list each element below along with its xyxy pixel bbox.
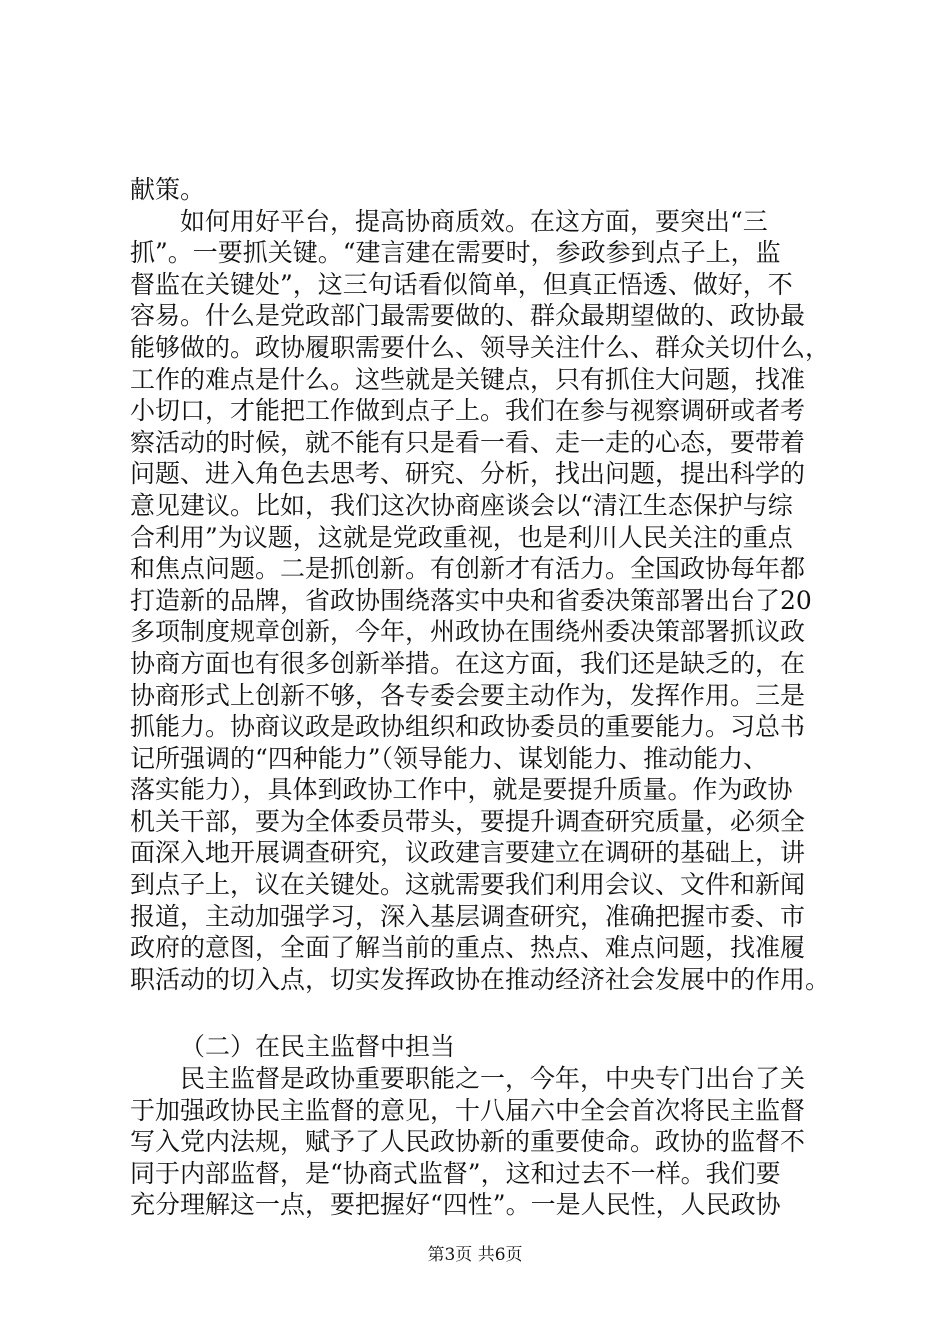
text-line: 记所强调的“四种能力”（领导能力、谋划能力、推动能力、 (130, 743, 769, 773)
text-line: 报道，主动加强学习，深入基层调查研究，准确把握市委、市 (130, 901, 806, 931)
text-line: 问题、进入角色去思考、研究、分析，找出问题，提出科学的 (130, 459, 806, 489)
paragraph-gap (130, 995, 830, 1031)
text-line: 民主监督是政协重要职能之一，今年，中央专门出台了关 (180, 1064, 806, 1094)
text-line: 面深入地开展调查研究，议政建言要建立在调研的基础上，讲 (130, 838, 806, 868)
text-line: 机关干部，要为全体委员带头，要提升调查研究质量，必须全 (130, 806, 806, 836)
text-line: 充分理解这一点，要把握好“四性”。一是人民性，人民政协 (130, 1190, 781, 1220)
text-line: 协商方面也有很多创新举措。在这方面，我们还是缺乏的，在 (130, 648, 806, 678)
text-line: 协商形式上创新不够，各专委会要主动作为，发挥作用。三是 (130, 680, 806, 710)
text-line: 和焦点问题。二是抓创新。有创新才有活力。全国政协每年都 (130, 554, 806, 584)
text-line: 如何用好平台，提高协商质效。在这方面，要突出“三 (180, 206, 768, 236)
text-line: 小切口，才能把工作做到点子上。我们在参与视察调研或者考 (130, 396, 806, 426)
text-line: 多项制度规章创新，今年，州政协在围绕州委决策部署抓议政 (130, 617, 806, 647)
text-line: 察活动的时候，就不能有只是看一看、走一走的心态，要带着 (130, 427, 806, 457)
text-line: 到点子上，议在关键处。这就需要我们利用会议、文件和新闻 (130, 870, 806, 900)
text-line: 政府的意图，全面了解当前的重点、热点、难点问题，找准履 (130, 933, 806, 963)
text-line: 能够做的。政协履职需要什么、领导关注什么、群众关切什么， (130, 332, 831, 362)
text-line: 写入党内法规，赋予了人民政协新的重要使命。政协的监督不 (130, 1127, 806, 1157)
text-line: 于加强政协民主监督的意见，十八届六中全会首次将民主监督 (130, 1095, 806, 1125)
text-line: 工作的难点是什么。这些就是关键点，只有抓住大问题，找准 (130, 364, 806, 394)
text-line: 献策。 (130, 175, 206, 204)
text-line: 意见建议。比如，我们这次协商座谈会以“清江生态保护与综 (130, 490, 793, 520)
text-line: 抓”。一要抓关键。“建言建在需要时，参政参到点子上，监 (130, 238, 781, 268)
text-line: 抓能力。协商议政是政协组织和政协委员的重要能力。习总书 (130, 712, 806, 742)
text-line: 同于内部监督，是“协商式监督”，这和过去不一样。我们要 (130, 1158, 781, 1188)
text-line: 打造新的品牌，省政协围绕落实中央和省委决策部署出台了20 (130, 585, 812, 615)
text-line: 职活动的切入点，切实发挥政协在推动经济社会发展中的作用。 (130, 964, 831, 994)
page-number: 第3页 共6页 (427, 1245, 523, 1265)
section-heading: （二）在民主监督中担当 (180, 1032, 456, 1062)
text-line: 落实能力），具体到政协工作中，就是要提升质量。作为政协 (130, 775, 793, 805)
text-line: 督监在关键处”，这三句话看似简单，但真正悟透、做好，不 (130, 269, 793, 299)
text-line: 合利用”为议题，这就是党政重视，也是利川人民关注的重点 (130, 522, 793, 552)
text-line: 容易。什么是党政部门最需要做的、群众最期望做的、政协最 (130, 301, 806, 331)
document-body (130, 174, 830, 1221)
